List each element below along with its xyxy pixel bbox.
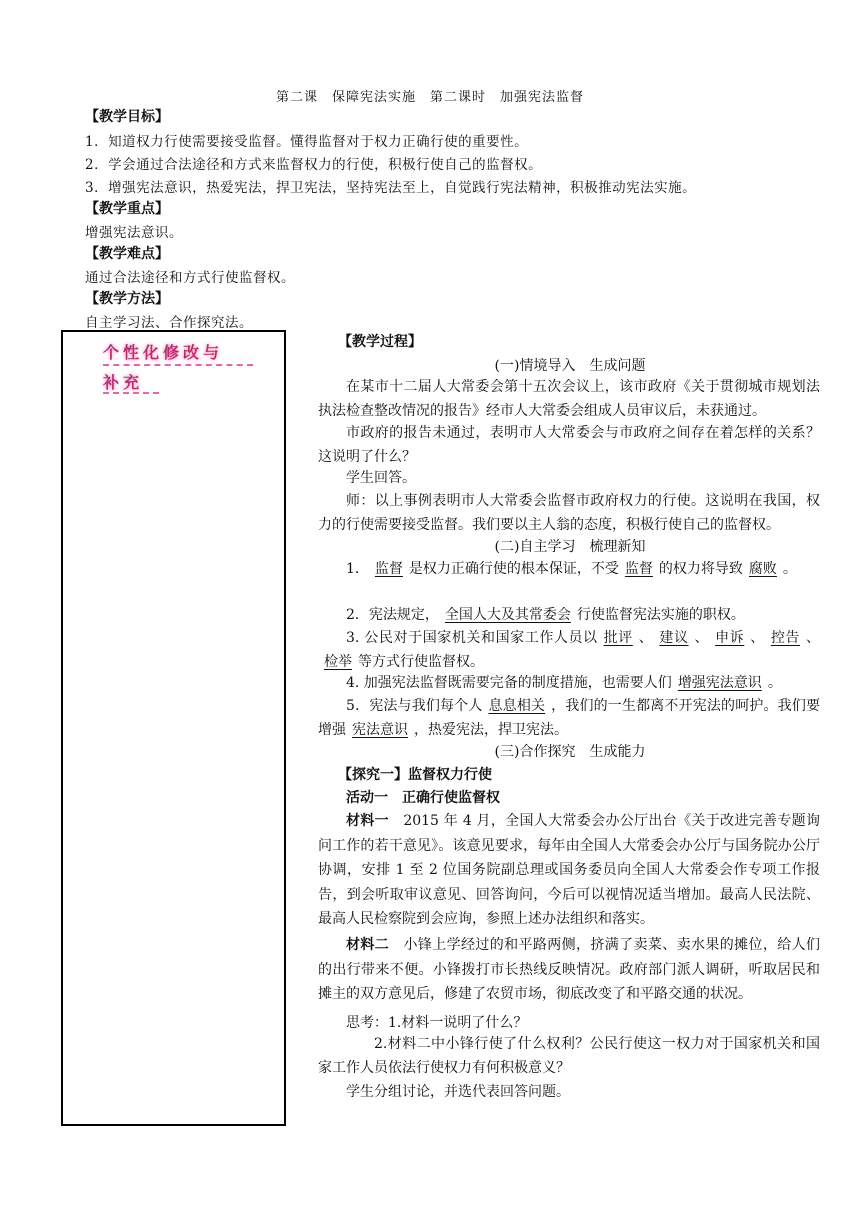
think-question-2: 2.材料二中小锋行使了什么权利？公民行使这一权力对于国家机关和国家工作人员依法行使权力有何积极意义？ (318, 1036, 820, 1076)
activity-heading: 活动一 正确行使监督权 (346, 790, 500, 806)
paragraph-3: 学生回答。 (346, 470, 416, 486)
stamp-dash-1 (103, 364, 253, 366)
question-2: 2．宪法规定， 全国人大及其常委会 行使监督宪法实施的职权。 (346, 607, 745, 623)
paragraph-2: 市政府的报告未通过，表明市人大常委会与市政府之间存在着怎样的关系？这说明了什么？ (318, 425, 820, 465)
key-heading: 【教学重点】 (85, 201, 169, 217)
section-1-heading: (一)情境导入 生成问题 (494, 358, 646, 374)
goals-heading: 【教学目标】 (85, 109, 169, 125)
sidebar-stamp-line1: 个性化修改与 (103, 343, 224, 362)
section-3-heading: (三)合作探究 生成能力 (494, 744, 646, 760)
paragraph-1: 在某市十二届人大常委会第十五次会议上，该市政府《关于贯彻城市规划法执法检查整改情况的报告》经市人大常委会组成人员审议后，未获通过。 (318, 379, 820, 419)
question-5: 5．宪法与我们每个人 息息相关 ，我们的一生都离不开宪法的呵护。我们要增强 宪法意识 ，热爱宪法，捍卫宪法。 (318, 698, 820, 738)
material-1: 材料一 2015 年 4 月，全国人大常委会办公厅出台《关于改进完善专题询问工作的若干意见》。该意见要求，每年由全国人大常委会办公厅与国务院办公厅协调，安排 1 至 2 位国务院副总理或国务委员向全国人大常委会作专项工作报告，到会听取审议意见、回答询问，今后可以视情况适当增加。最高人民法院、最高人民检察院到会应询，参照上述办法组织和落实。 (318, 813, 821, 927)
think-question-1: 思考：1.材料一说明了什么？ (346, 1015, 528, 1031)
question-4: 4. 加强宪法监督既需要完备的制度措施，也需要人们 增强宪法意识 。 (346, 675, 782, 691)
page-title: 第二课 保障宪法实施 第二课时 加强宪法监督 (275, 90, 584, 105)
sidebar-stamp-line2: 补充 (103, 373, 144, 392)
difficulty-heading: 【教学难点】 (85, 246, 169, 262)
goal-item-2: 2．学会通过合法途径和方式来监督权力的行使，积极行使自己的监督权。 (85, 157, 543, 173)
paragraph-4: 师：以上事例表明市人大常委会监督市政府权力的行使。这说明在我国，权力的行使需要接受监督。我们要以主人翁的态度，积极行使自己的监督权。 (318, 493, 820, 533)
stamp-dash-2 (103, 392, 159, 394)
closing-line: 学生分组讨论，并选代表回答问题。 (346, 1084, 570, 1100)
goal-item-3: 3．增强宪法意识，热爱宪法，捍卫宪法，坚持宪法至上，自觉践行宪法精神，积极推动宪法实施。 (85, 180, 697, 196)
question-1: 1． 监督 是权力正确行使的根本保证，不受 监督 的权力将导致 腐败 。 (346, 561, 797, 577)
explore-heading: 【探究一】监督权力行使 (338, 767, 492, 783)
method-text: 自主学习法、合作探究法。 (85, 315, 253, 331)
goal-item-1: 1．知道权力行使需要接受监督。懂得监督对于权力正确行使的重要性。 (85, 134, 529, 150)
question-3: 3. 公民对于国家机关和国家工作人员以 批评 、 建议 、 申诉 、 控告 、检举 等方式行使监督权。 (324, 630, 820, 670)
material-2: 材料二 小锋上学经过的和平路两侧，挤满了卖菜、卖水果的摊位，给人们的出行带来不便。小锋拨打市长热线反映情况。政府部门派人调研，听取居民和摊主的双方意见后，修建了农贸市场，彻底改变了和平路交通的状况。 (318, 937, 820, 1002)
section-2-heading: (二)自主学习 梳理新知 (494, 539, 646, 555)
notes-sidebar-box (61, 330, 286, 1126)
process-heading: 【教学过程】 (338, 334, 422, 350)
key-text: 增强宪法意识。 (85, 225, 183, 241)
method-heading: 【教学方法】 (85, 291, 169, 307)
difficulty-text: 通过合法途径和方式行使监督权。 (85, 270, 295, 286)
